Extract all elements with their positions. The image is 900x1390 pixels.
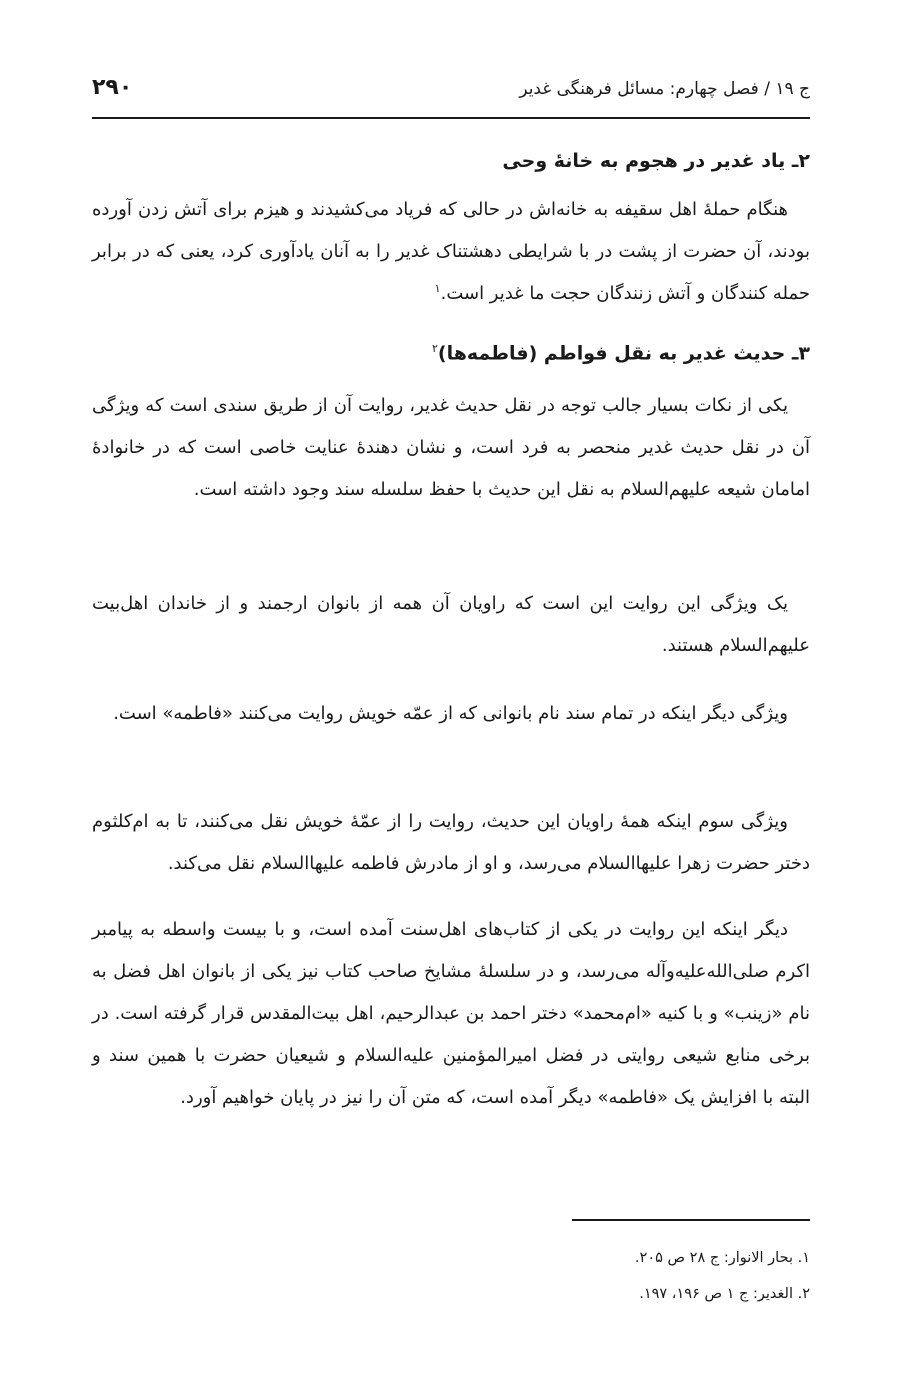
book-page bbox=[92, 0, 810, 1390]
paragraph-text: هنگام حملهٔ اهل سقیفه به خانه‌اش در حالی که فریاد می‌کشیدند و هیزم برای آتش زدن آورده بودند، آن حضرت از پشت در با شرایطی دهشتناک غدیر را به آنان یادآوری کرد، یعنی که در برابر حمله کنندگان و آتش زنندگان حجت ما غدیر است. bbox=[92, 199, 810, 304]
footnote-ref[interactable]: ۲ bbox=[431, 342, 438, 355]
paragraph-text: یک ویژگی این روایت این است که راویان آن همه از بانوان ارجمند و از خاندان اهل‌بیت علیهم‌السلام هستند. bbox=[92, 593, 810, 656]
running-head: ج ۱۹ / فصل چهارم: مسائل فرهنگی غدیر bbox=[519, 79, 810, 99]
footnote-ref[interactable]: ۱ bbox=[434, 282, 441, 295]
paragraph bbox=[92, 583, 810, 667]
footnote: ۲. الغدیر: ج ۱ ص ۱۹۶، ۱۹۷. bbox=[639, 1286, 810, 1302]
heading-text: ۳ـ حدیث غدیر به نقل فواطم (فاطمه‌ها) bbox=[437, 342, 810, 365]
paragraph bbox=[92, 909, 810, 1119]
header-rule bbox=[92, 117, 810, 119]
section-heading-3 bbox=[92, 342, 810, 364]
page-number: ۲۹۰ bbox=[92, 75, 133, 100]
paragraph bbox=[92, 801, 810, 885]
paragraph bbox=[92, 189, 810, 315]
footnotes bbox=[92, 1240, 810, 1312]
heading-text: ۲ـ یاد غدیر در هجوم به خانهٔ وحی bbox=[502, 150, 810, 172]
paragraph-text: ویژگی سوم اینکه همهٔ راویان این حدیث، روایت را از عمّهٔ خویش نقل می‌کنند، تا به ام‌کلثوم دختر حضرت زهرا علیهاالسلام می‌رسد، و او از مادرش فاطمه علیهاالسلام نقل می‌کند. bbox=[92, 811, 810, 874]
section-heading-2 bbox=[92, 150, 810, 172]
paragraph bbox=[92, 693, 810, 735]
footnote: ۱. بحار الانوار: ج ۲۸ ص ۲۰۵. bbox=[634, 1250, 810, 1266]
paragraph-text: دیگر اینکه این روایت در یکی از کتاب‌های اهل‌سنت آمده است، و با بیست واسطه به پیامبر اکرم صلی‌الله‌علیه‌وآله می‌رسد، و در سلسلهٔ مشایخ صاحب کتاب نیز یکی از بانوان اهل فضل به نام «زینب» و با کنیه «ام‌محمد» دختر احمد بن عبدالرحیم، اهل بیت‌المقدس قرار گرفته است. در برخی منابع شیعی روایتی در فضل امیرالمؤمنین علیه‌السلام و شیعیان حضرت با همین سند و البته با افزایش یک «فاطمه» دیگر آمده است، که متن آن را نیز در پایان خواهیم آورد. bbox=[92, 919, 810, 1108]
paragraph-text: ویژگی دیگر اینکه در تمام سند نام بانوانی که از عمّه خویش روایت می‌کنند «فاطمه» است. bbox=[113, 703, 788, 724]
page-header bbox=[92, 75, 810, 115]
footnote-rule bbox=[572, 1219, 810, 1221]
paragraph-text: یکی از نکات بسیار جالب توجه در نقل حدیث غدیر، روایت آن از طریق سندی است که ویژگی آن در نقل حدیث غدیر منحصر به فرد است، و نشان دهندهٔ عنایت خاصی است که در خانوادهٔ امامان شیعه علیهم‌السلام به نقل این حدیث با حفظ سلسله سند وجود داشته است. bbox=[92, 395, 810, 500]
paragraph bbox=[92, 385, 810, 511]
